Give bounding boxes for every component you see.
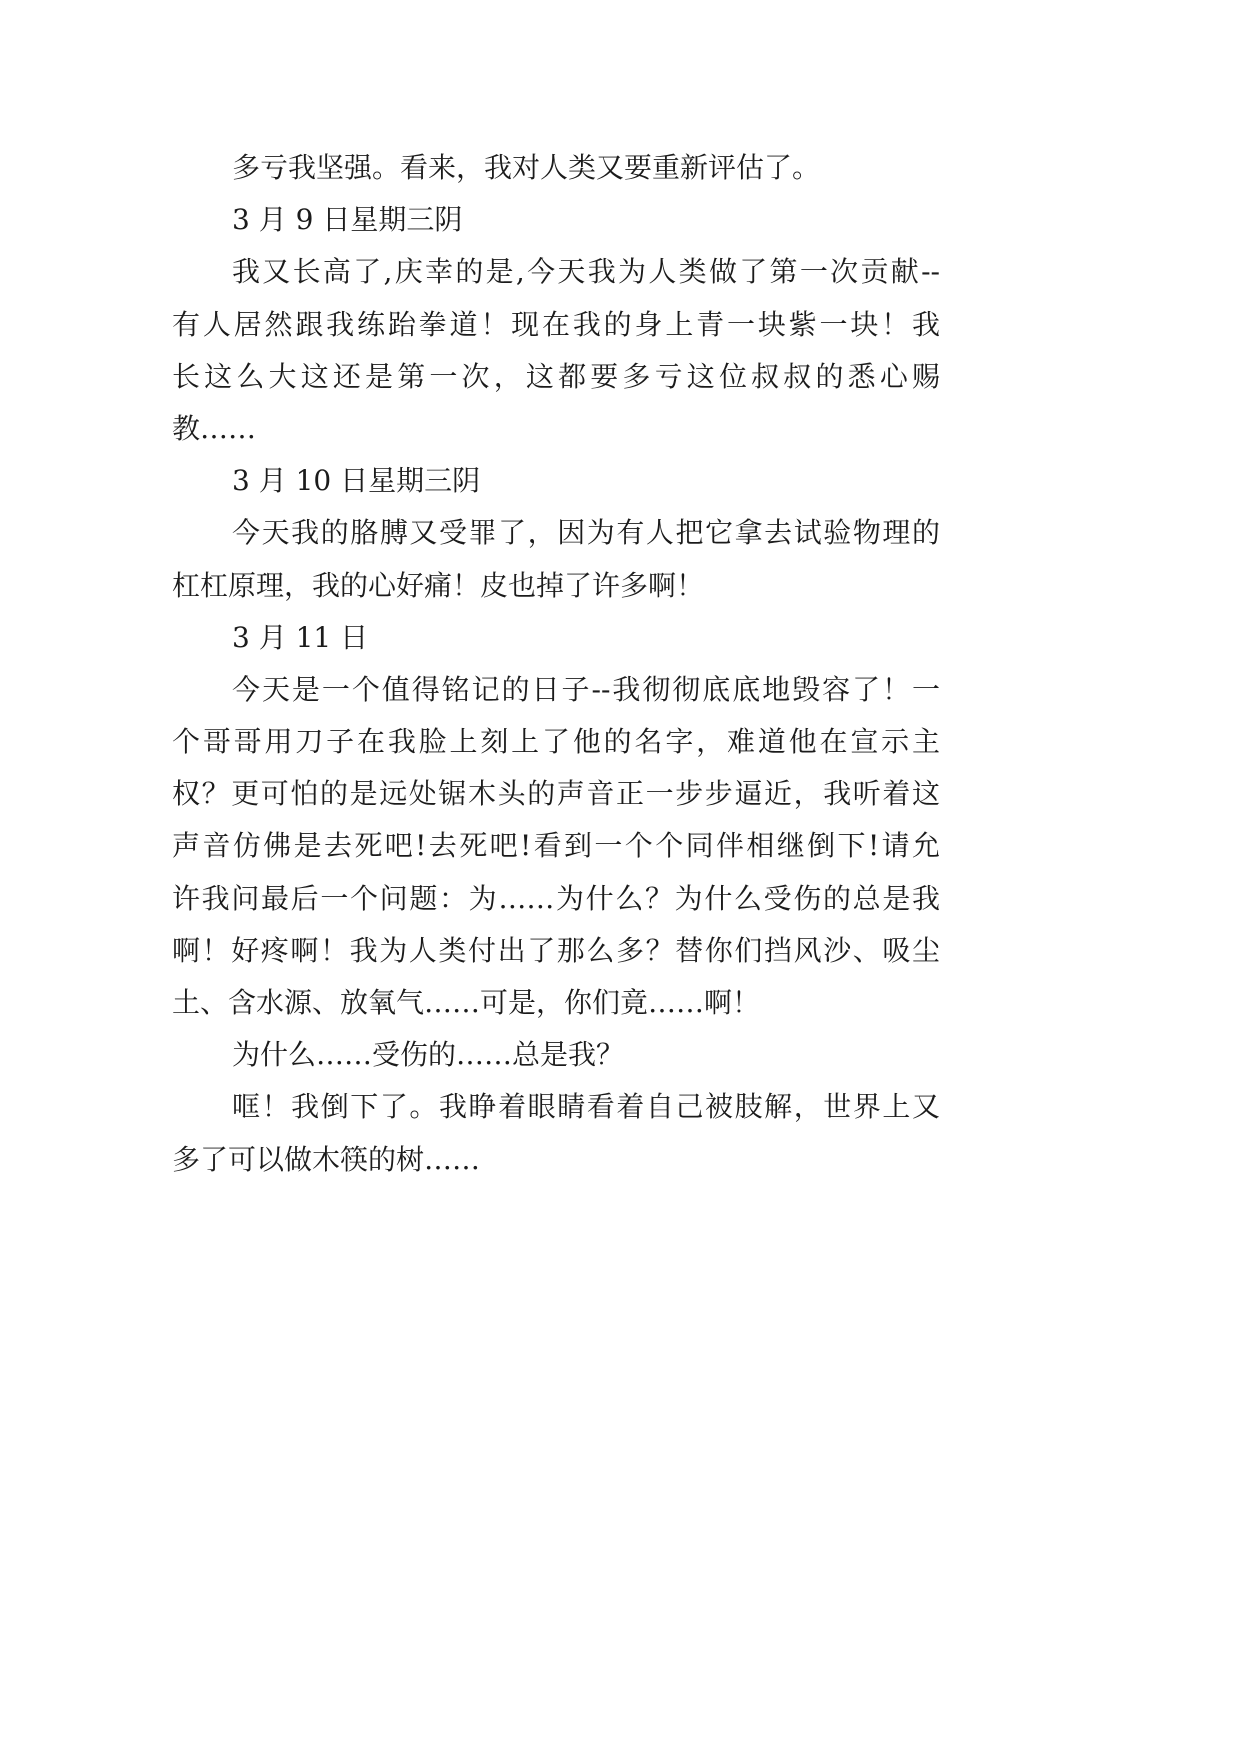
paragraph-line: 今天是一个值得铭记的日子--我彻彻底底地毁容了！一: [232, 672, 940, 706]
paragraph-line: 多了可以做木筷的树……: [172, 1142, 481, 1176]
paragraph-line: 啊！好疼啊！我为人类付出了那么多？替你们挡风沙、吸尘: [172, 933, 940, 967]
paragraph-line: 今天我的胳膊又受罪了，因为有人把它拿去试验物理的: [232, 516, 940, 550]
paragraph-line: 长这么大这还是第一次，这都要多亏这位叔叔的悉心赐: [172, 359, 940, 393]
paragraph-line: 哐！我倒下了。我睁着眼睛看着自己被肢解，世界上又: [232, 1090, 940, 1124]
paragraph-line: 我又长高了,庆幸的是,今天我为人类做了第一次贡献--: [232, 255, 940, 289]
diary-date-line: 3 月 11 日: [232, 620, 369, 654]
paragraph-line: 教……: [172, 411, 257, 445]
diary-date-line: 3 月 9 日星期三阴: [232, 203, 463, 237]
paragraph-line: 权？更可怕的是远处锯木头的声音正一步步逼近，我听着这: [172, 777, 940, 811]
paragraph-line: 个哥哥用刀子在我脸上刻上了他的名字，难道他在宣示主: [172, 725, 940, 759]
paragraph-line: 土、含水源、放氧气……可是，你们竟……啊！: [172, 986, 761, 1019]
paragraph-line: 有人居然跟我练跆拳道！现在我的身上青一块紫一块！我: [172, 307, 940, 341]
document-body: [172, 142, 940, 1186]
paragraph-line: 为什么……受伤的……总是我？: [232, 1038, 625, 1072]
diary-date-line: 3 月 10 日星期三阴: [232, 464, 481, 498]
paragraph-line: 多亏我坚强。看来，我对人类又要重新评估了。: [232, 151, 821, 184]
paragraph-line: 许我问最后一个问题：为……为什么？为什么受伤的总是我: [172, 881, 940, 915]
paragraph-line: 杠杠原理，我的心好痛！皮也掉了许多啊！: [172, 568, 705, 602]
paragraph-line: 声音仿佛是去死吧!去死吧!看到一个个同伴相继倒下!请允: [172, 829, 940, 863]
